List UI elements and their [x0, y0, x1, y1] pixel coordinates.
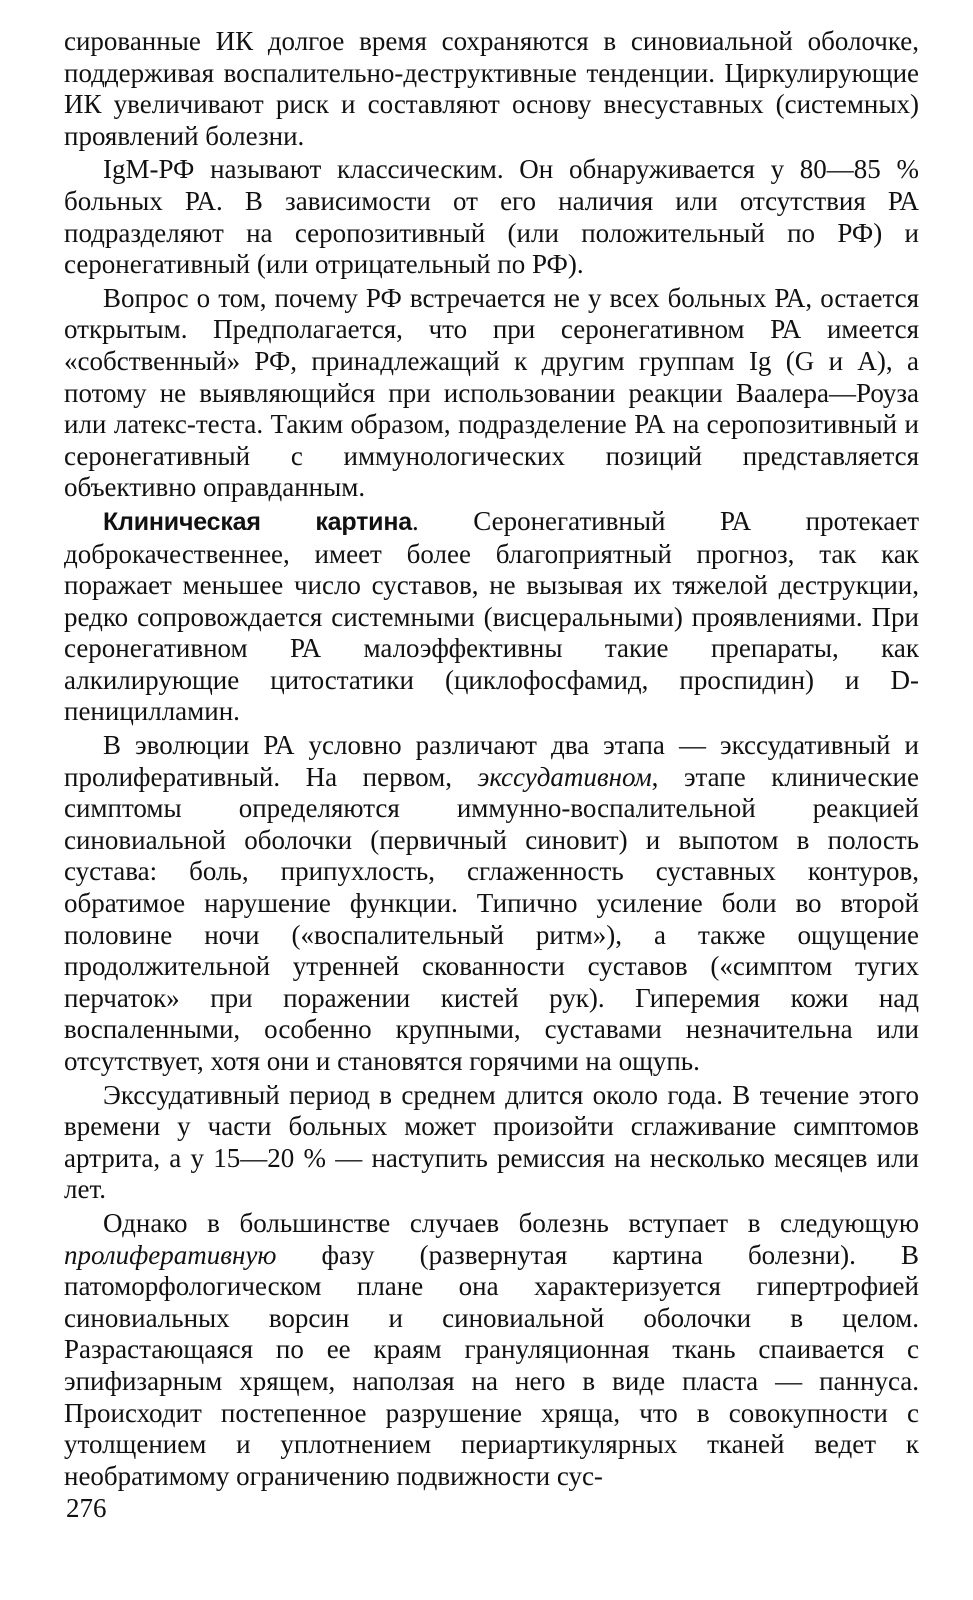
paragraph-exudative-period	[64, 1080, 919, 1206]
paragraph-text: фазу (развернутая картина болезни). В патоморфологическом плане она характеризуется гипертрофией синовиальных ворсин и синовиальной оболочки в целом. Разрастающаяся по ее краям грануляционная ткань спаивается с эпифизарным хрящем, наползая на него в виде пласта — паннуса. Происходит постепенное разрушение хряща, что в совокупности с утолщением и уплотнением периартикулярных тканей ведет к необратимому ограничению подвижности сус-	[64, 1239, 919, 1491]
paragraph-question	[64, 283, 919, 504]
emphasized-term: экссудативном	[477, 761, 652, 792]
paragraph-igm-rf	[64, 154, 919, 280]
paragraph-text: Вопрос о том, почему РФ встречается не у всех больных РА, остается открытым. Предполагается, что при серонегативном РА имеется «собственный» РФ, принадлежащий к другим группам Ig (G и A), а потому не выявляющийся при использовании реакции Ваалера—Роуза или латекс-теста. Таким образом, подразделение РА на серопозитивный и серонегативный с иммунологических позиций представляется объективно оправданным.	[64, 282, 919, 503]
paragraph-continuation	[64, 26, 919, 152]
section-heading: Клиническая картина	[103, 507, 412, 536]
paragraph-clinical-picture	[64, 506, 919, 728]
body-text	[64, 26, 919, 1492]
paragraph-proliferative	[64, 1208, 919, 1492]
paragraph-text: IgM-РФ называют классическим. Он обнаруживается у 80—85 % больных РА. В зависимости от его наличия или отсутствия РА подразделяют на серопозитивный (или положительный по РФ) и серонегативный (или отрицательный по РФ).	[64, 154, 919, 280]
paragraph-text: Экссудативный период в среднем длится около года. В течение этого времени у части больных может произойти сглаживание симптомов артрита, а у 15—20 % — наступить ремиссия на несколько месяцев или лет.	[64, 1079, 919, 1205]
paragraph-evolution	[64, 730, 919, 1078]
paragraph-text: сированные ИК долгое время сохраняются в синовиальной оболочке, поддерживая воспалительно-деструктивные тенденции. Циркулирующие ИК увеличивают риск и составляют основу внесуставных (системных) проявлений болезни.	[64, 26, 919, 151]
page-number: 276	[66, 1493, 107, 1523]
paragraph-text: , этапе клинические симптомы определяются иммунно-воспалительной реакцией синовиальной оболочки (первичный синовит) и выпотом в полость сустава: боль, припухлость, сглаженность суставных контуров, обратимое нарушение функции. Типично усиление боли во второй половине ночи («воспалительный ритм»), а также ощущение продолжительной утренней скованности суставов («симптом тугих перчаток» при поражении кистей рук). Гиперемия кожи над воспаленными, особенно крупными, суставами незначительна или отсутствует, хотя они и становятся горячими на ощупь.	[64, 761, 919, 1076]
paragraph-text: В эволюции РА условно различают два этапа — экссудативный и пролиферативный. На первом,	[64, 730, 919, 792]
emphasized-term: пролиферативную	[64, 1239, 277, 1270]
paragraph-text: . Серонегативный РА протекает доброкачественнее, имеет более благоприятный прогноз, так как поражает меньшее число суставов, не вызывая их тяжелой деструкции, редко сопровождается системными (висцеральными) проявлениями. При серонегативном РА малоэффективны такие препараты, как алкилирующие цитостатики (циклофосфамид, проспидин) и D-пеницилламин.	[64, 505, 919, 727]
paragraph-text: Однако в большинстве случаев болезнь вступает в следующую	[103, 1207, 919, 1238]
